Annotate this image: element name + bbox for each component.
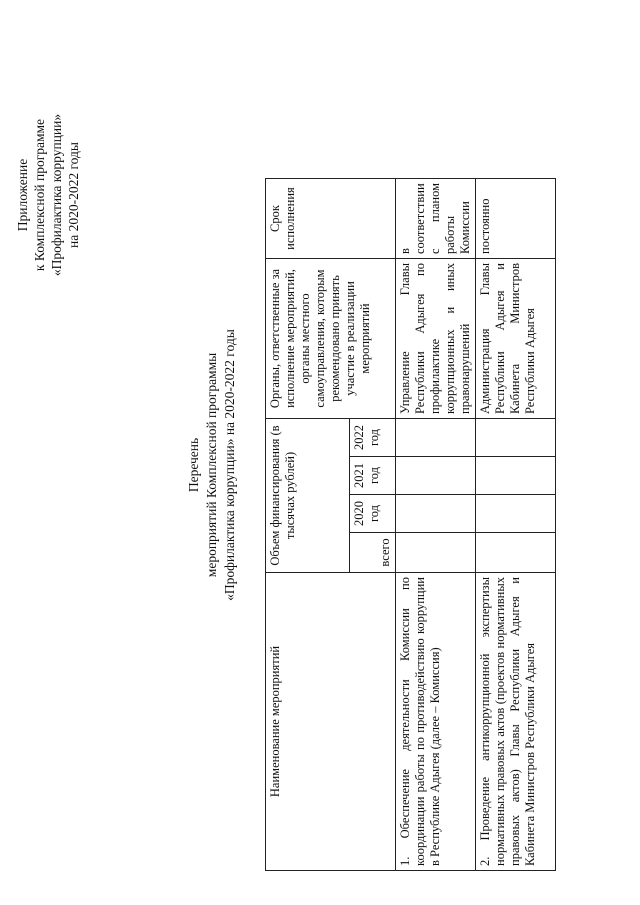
col-header-funding: Объем финансирования (в тысячах рублей) [266,419,350,573]
row-total [476,533,556,573]
row-deadline: постоянно [476,179,556,259]
header-row [266,179,350,871]
table-row [476,179,556,871]
appendix-note [14,55,82,335]
row-total [396,533,476,573]
col-header-name: Наименование мероприятий [266,573,396,871]
row-2020 [476,495,556,533]
row-responsible: Управление Главы Республики Адыгея по профилактике коррупционных и иных правонарушений [396,259,476,419]
col-header-2020: 2020 год [350,495,396,533]
col-header-total: всего [350,533,396,573]
row-2022 [396,419,476,457]
row-responsible: Администрация Главы Республики Адыгея и Кабинета Министров Республики Адыгея [476,259,556,419]
row-name: 2. Проведение антикоррупционной экспертизы нормативных правовых актов (проектов нормативных правовых актов) Главы Республики Адыгея и Кабинета Министров Республики Адыгея [476,573,556,871]
document-title [185,255,239,675]
col-header-2021: 2021 год [350,457,396,495]
row-deadline: в соответствии с планом работы Комиссии [396,179,476,259]
table-row [396,179,476,871]
row-2022 [476,419,556,457]
appendix-line: «Профилактика коррупции» [49,113,64,277]
measures-table [265,178,556,871]
row-2021 [396,457,476,495]
row-2021 [476,457,556,495]
col-header-responsible: Органы, ответственные за исполнение мероприятий, органы местного самоуправления, которым рекомендовано принять участие в реализации мероприятий [266,259,396,419]
col-header-deadline: Срок исполнения [266,179,396,259]
title-line: мероприятий Комплексной программы [204,352,219,578]
appendix-line: на 2020-2022 годы [66,142,81,248]
appendix-line: Приложение [15,158,30,232]
title-line: Перечень [186,437,201,493]
row-2020 [396,495,476,533]
col-header-2022: 2022 год [350,419,396,457]
row-name: 1. Обеспечение деятельности Комиссии по координации работы по противодействию коррупции в Республике Адыгея (далее – Комиссия) [396,573,476,871]
appendix-line: к Комплексной программе [32,118,47,272]
title-line: «Профилактика коррупции» на 2020-2022 годы [222,329,237,601]
